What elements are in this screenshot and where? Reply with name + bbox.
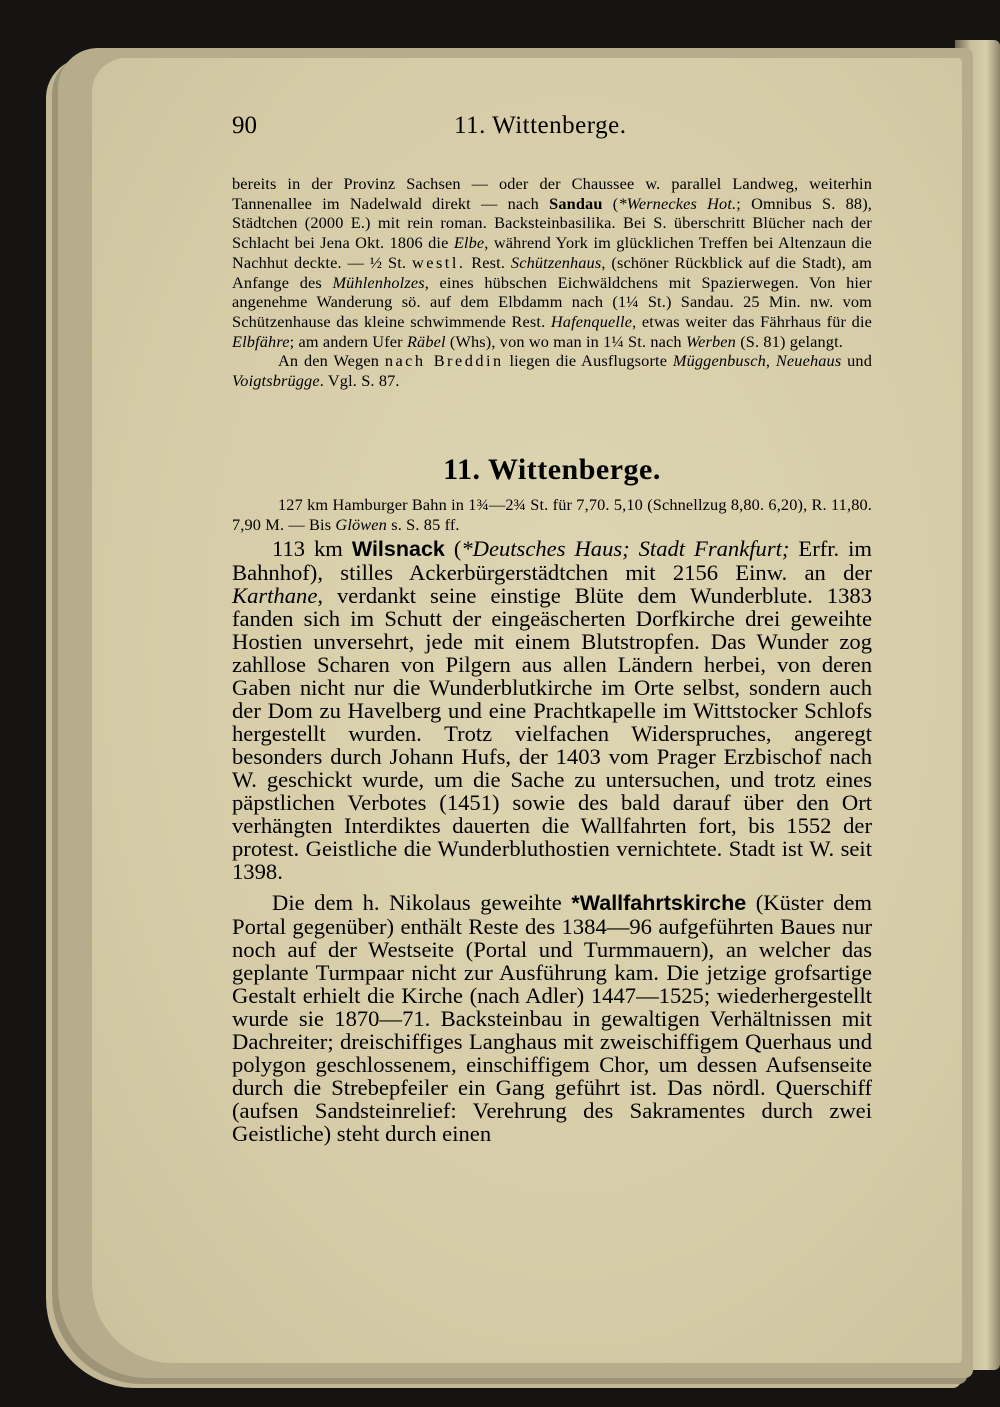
main-text [232,537,872,1145]
top-paragraph-2: An den Wegen nach Breddin liegen die Ausflugsorte Müggenbusch, Neuehaus und Voigtsbrügge. Vgl. S. 87. [232,351,873,391]
route-info: 127 km Hamburger Bahn in 1¾—2¾ St. für 7,70. 5,10 (Schnellzug 8,80. 6,20), R. 11,80. 7,90 M. — Bis Glöwen s. S. 85 ff. [232,495,872,534]
page-header [232,112,872,146]
section-title: 11. Wittenberge. [443,453,661,486]
running-title: 11. Wittenberge. [454,112,627,139]
page-number: 90 [232,112,257,139]
top-paragraph-1: bereits in der Provinz Sachsen — oder der Chaussee w. parallel Landweg, weiterhin Tannenallee im Nadelwald direkt — nach Sandau (*Werneckes Hot.; Omnibus S. 88), Städtchen (2000 E.) mit rein roman. Backsteinbasilika. Bei S. überschritt Blücher nach der Schlacht bei Jena Okt. 1806 die Elbe, während York im glücklichen Treffen bei Altenzaun die Nachhut deckte. — ½ St. westl. Rest. Schützenhaus, (schöner Rückblick auf die Stadt), am Anfange des Mühlenholzes, eines hübschen Eichwäldchens mit Spazierwegen. Von hier angenehme Wanderung sö. auf dem Elbdamm nach (1¼ St.) Sandau. 25 Min. nw. vom Schützenhause das kleine schwimmende Rest. Hafenquelle, etwas weiter das Fährhaus für die Elbfähre; am andern Ufer Räbel (Whs), von wo man in 1¼ St. nach Werben (S. 81) gelangt. [232,174,873,351]
body-paragraph-1: 113 km Wilsnack (*Deutsches Haus; Stadt Frankfurt; Erfr. im Bahnhof), stilles Ackerbürgerstädtchen mit 2156 Einw. an der Karthane, verdankt seine einstige Blüte dem Wunderblute. 1383 fanden sich im Schutt der eingeäscherten Dorfkirche drei geweihte Hostien unversehrt, jede mit einem Blutstropfen. Das Wunder zog zahllose Scharen von Pilgern aus allen Ländern herbei, von deren Gaben nicht nur die Wunderblutkirche im Orte selbst, sondern auch der Dom zu Havelberg und eine Prachtkapelle im Wittstocker Schlofs hergestellt wurden. Trotz vielfachen Widerspruches, angeregt besonders durch Johann Hufs, der 1403 vom Prager Erzbischof nach W. geschickt wurde, um die Sache zu untersuchen, und trotz eines päpstlichen Verbotes (1451) sowie des bald darauf über den Ort verhängten Interdiktes dauerten die Wallfahrten fort, bis 1552 der protest. Geistliche die Wunderbluthostien vernichtete. Stadt ist W. seit 1398. [232,536,872,884]
top-text-block [232,174,872,391]
body-paragraph-2: Die dem h. Nikolaus geweihte *Wallfahrtskirche (Küster dem Portal gegenüber) enthält Reste des 1384—96 aufgeführten Baues nur noch auf der Westseite (Portal und Turmmauern), an welcher das geplante Turmpaar nicht zur Ausführung kam. Die jetzige grofsartige Gestalt erhielt die Kirche (nach Adler) 1447—1525; wiederhergestellt wurde sie 1870—71. Backsteinbau in gewaltigen Verhältnissen mit Dachreiter; dreischiffiges Langhaus mit zweischiffigem Querhaus und polygon geschlossenem, einschiffigem Chor, um dessen Aufsenseite durch die Strebepfeiler ein Gang geführt ist. Das nördl. Querschiff (aufsen Sandsteinrelief: Verehrung des Sakramentes durch zwei Geistliche) steht durch einen [232,890,872,1146]
